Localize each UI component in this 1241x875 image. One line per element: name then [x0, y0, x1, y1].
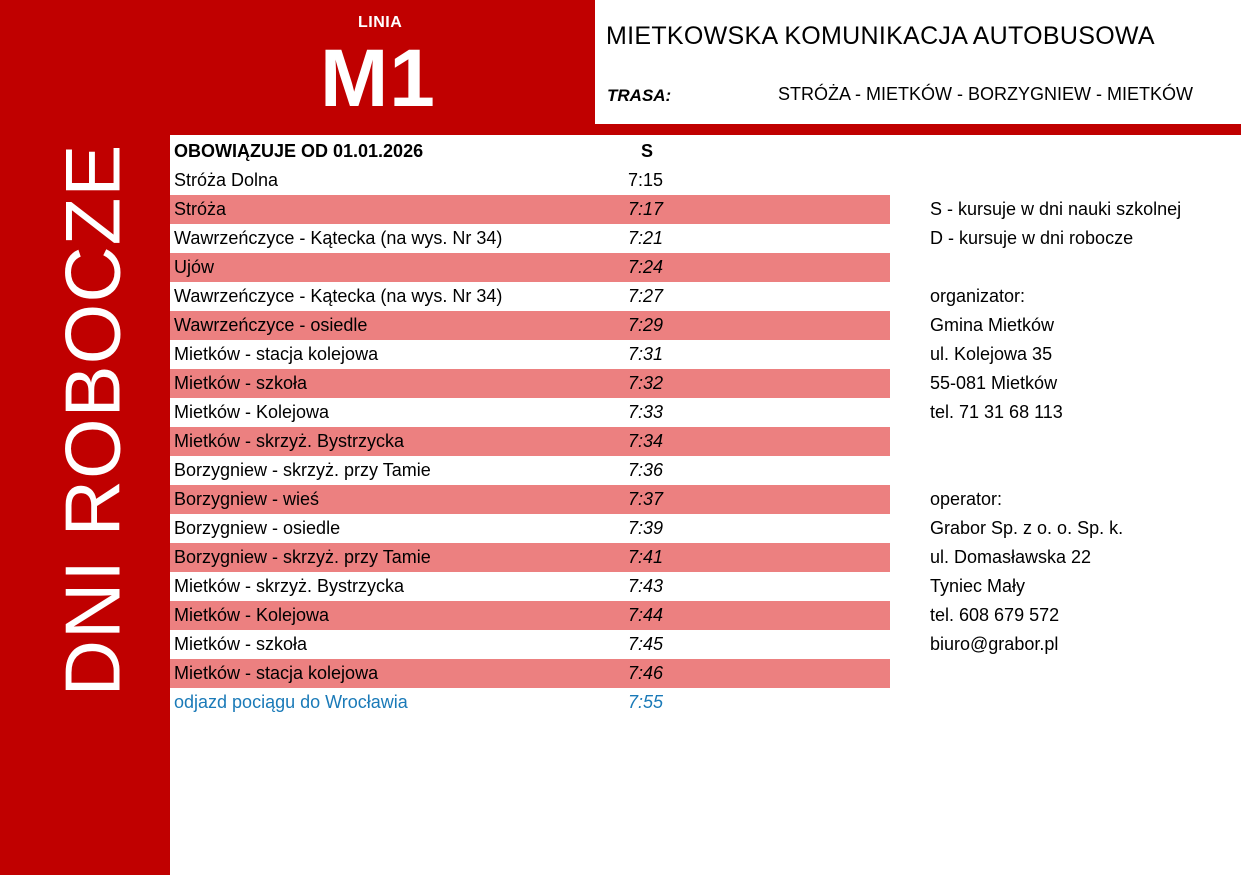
operator-name: Grabor Sp. z o. o. Sp. k.	[930, 518, 1124, 538]
stop-name: Borzygniew - skrzyż. przy Tamie	[174, 547, 431, 567]
timetable-row	[170, 572, 890, 601]
timetable-row	[170, 166, 890, 195]
departure-time: 7:17	[627, 199, 663, 219]
departure-time: 7:24	[627, 257, 663, 277]
departure-time: 7:27	[627, 286, 663, 306]
stop-name: Mietków - Kolejowa	[174, 402, 330, 422]
departure-time: 7:36	[627, 460, 663, 480]
departure-time: 7:46	[627, 663, 663, 683]
timetable-row	[170, 427, 890, 456]
timetable-row	[170, 282, 890, 311]
legend-s: S - kursuje w dni nauki szkolnej	[930, 199, 1182, 219]
departure-time: 7:43	[627, 576, 663, 596]
departure-time: 7:33	[627, 402, 663, 422]
timetable-row	[170, 340, 890, 369]
stop-name: Wawrzeńczyce - Kątecka (na wys. Nr 34)	[174, 286, 503, 306]
departure-time: 7:37	[627, 489, 663, 509]
timetable	[170, 137, 890, 717]
route-label: TRASA:	[607, 86, 672, 105]
departure-time: 7:15	[627, 170, 663, 190]
train-connection-row	[170, 688, 890, 717]
stop-name: Borzygniew - wieś	[174, 489, 320, 509]
timetable-row	[170, 224, 890, 253]
timetable-row	[170, 311, 890, 340]
timetable-header-row	[170, 137, 890, 166]
stop-name: Mietków - szkoła	[174, 373, 308, 393]
timetable-row	[170, 195, 890, 224]
departure-time: 7:39	[627, 518, 663, 538]
timetable-row	[170, 543, 890, 572]
organizer-city: 55-081 Mietków	[930, 373, 1058, 393]
stop-name: Stróża	[174, 199, 227, 219]
train-connection-label: odjazd pociągu do Wrocławia	[174, 692, 408, 712]
organizer-name: Gmina Mietków	[930, 315, 1055, 335]
operator-phone: tel. 608 679 572	[930, 605, 1060, 625]
organizer-label: organizator:	[930, 286, 1026, 306]
operator-email: biuro@grabor.pl	[930, 634, 1059, 654]
line-number: M1	[320, 33, 436, 124]
stop-name: Mietków - Kolejowa	[174, 605, 330, 625]
departure-time: 7:34	[627, 431, 663, 451]
timetable-row	[170, 398, 890, 427]
spacer	[930, 427, 1230, 456]
route-value: STRÓŻA - MIETKÓW - BORZYGNIEW - MIETKÓW	[778, 84, 1193, 104]
stop-name: Ujów	[174, 257, 215, 277]
train-departure-time: 7:55	[627, 692, 663, 712]
stop-name: Wawrzeńczyce - osiedle	[174, 315, 368, 335]
operator-city: Tyniec Mały	[930, 576, 1026, 596]
departure-time: 7:45	[627, 634, 663, 654]
operator-street: ul. Domasławska 22	[930, 547, 1092, 567]
day-type-title: DNI ROBOCZE	[48, 143, 137, 697]
stop-name: Mietków - stacja kolejowa	[174, 344, 379, 364]
stop-name: Mietków - skrzyż. Bystrzycka	[174, 431, 405, 451]
timetable-row	[170, 369, 890, 398]
departure-time: 7:41	[627, 547, 663, 567]
timetable-row	[170, 485, 890, 514]
timetable-row	[170, 456, 890, 485]
stop-name: Wawrzeńczyce - Kątecka (na wys. Nr 34)	[174, 228, 503, 248]
timetable-row	[170, 514, 890, 543]
stop-name: Mietków - stacja kolejowa	[174, 663, 379, 683]
stop-name: Mietków - szkoła	[174, 634, 308, 654]
valid-from: OBOWIĄZUJE OD 01.01.2026	[174, 141, 424, 161]
spacer	[930, 253, 1230, 282]
departure-time: 7:21	[627, 228, 663, 248]
timetable-row	[170, 630, 890, 659]
timetable-row	[170, 601, 890, 630]
legend-d: D - kursuje w dni robocze	[930, 228, 1134, 248]
timetable-row	[170, 253, 890, 282]
departure-time: 7:44	[627, 605, 663, 625]
organizer-street: ul. Kolejowa 35	[930, 344, 1053, 364]
stop-name: Stróża Dolna	[174, 170, 279, 190]
stop-name: Borzygniew - skrzyż. przy Tamie	[174, 460, 431, 480]
departure-time: 7:29	[627, 315, 663, 335]
organizer-phone: tel. 71 31 68 113	[930, 402, 1063, 422]
timetable-row	[170, 659, 890, 688]
departure-time: 7:32	[627, 373, 663, 393]
spacer	[930, 456, 1230, 485]
company-name: MIETKOWSKA KOMUNIKACJA AUTOBUSOWA	[606, 22, 1155, 50]
operator-label: operator:	[930, 489, 1003, 509]
header-divider	[595, 124, 1241, 135]
info-panel	[930, 195, 1230, 659]
departure-time: 7:31	[627, 344, 663, 364]
stop-name: Mietków - skrzyż. Bystrzycka	[174, 576, 405, 596]
stop-name: Borzygniew - osiedle	[174, 518, 341, 538]
course-marker: S	[640, 141, 653, 161]
line-label: LINIA	[358, 14, 403, 31]
